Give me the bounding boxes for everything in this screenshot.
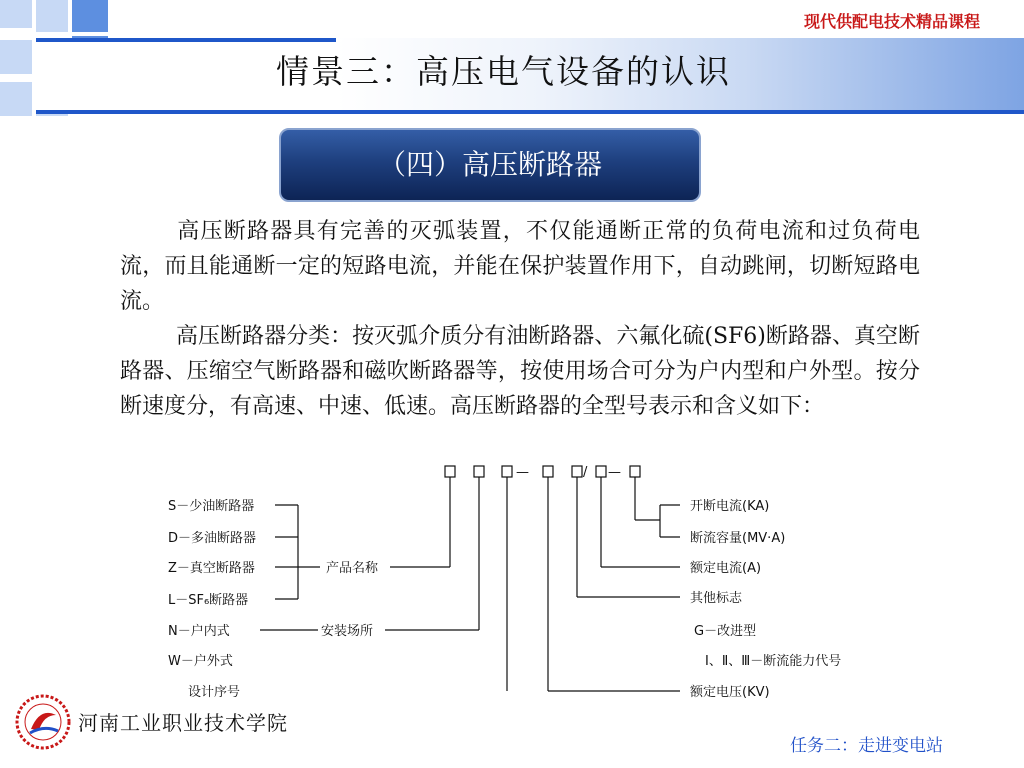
diagram-right-label: 其他标志 bbox=[690, 591, 743, 606]
diagram-right-label: 额定电流(A) bbox=[690, 561, 762, 576]
code-separator: / bbox=[583, 465, 588, 480]
code-box bbox=[502, 466, 512, 477]
diagram-group-label: 安装场所 bbox=[321, 624, 374, 639]
decor-square bbox=[0, 82, 32, 116]
decor-square bbox=[0, 0, 32, 28]
decor-square bbox=[36, 0, 68, 32]
code-box bbox=[630, 466, 640, 477]
diagram-right-label: 开断电流(KA) bbox=[690, 499, 770, 514]
school-name: 河南工业职业技术学院 bbox=[78, 711, 288, 735]
code-box bbox=[474, 466, 484, 477]
diagram-right-label: G－改进型 bbox=[694, 624, 757, 639]
course-name: 现代供配电技术精品课程 bbox=[803, 12, 980, 31]
diagram-left-label: N－户内式 bbox=[168, 624, 230, 639]
section-heading: （四）高压断路器 bbox=[279, 128, 701, 202]
diagram-left-label: L－SF₆断路器 bbox=[168, 593, 249, 608]
diagram-left-label: W－户外式 bbox=[168, 654, 233, 669]
paragraph-classification bbox=[120, 319, 920, 424]
code-box bbox=[445, 466, 455, 477]
code-box bbox=[596, 466, 606, 477]
diagram-left-label: D－多油断路器 bbox=[168, 531, 257, 546]
diagram-right-label: Ⅰ、Ⅱ、Ⅲ－断流能力代号 bbox=[705, 654, 842, 669]
diagram-right-label: 断流容量(MV·A) bbox=[690, 531, 786, 546]
model-number-diagram bbox=[150, 460, 920, 710]
code-box bbox=[543, 466, 553, 477]
paragraph-text: 高压断路器分类：按灭弧介质分有油断路器、六氟化硫(SF6)断路器、真空断路器、压缩空气断路器和磁吹断路器等，按使用场合可分为户内型和户外型。按分断速度分，有高速、中速、低速。高压断路器的全型号表示和含义如下： bbox=[120, 324, 920, 419]
code-separator: — bbox=[516, 465, 529, 480]
code-box bbox=[572, 466, 582, 477]
decor-square bbox=[0, 40, 32, 74]
task-name: 任务二：走进变电站 bbox=[790, 736, 943, 756]
school-logo bbox=[14, 693, 72, 751]
diagram-right-label: 额定电压(KV) bbox=[690, 685, 770, 700]
code-separator: — bbox=[608, 465, 621, 480]
paragraph-text: 高压断路器具有完善的灭弧装置，不仅能通断正常的负荷电流和过负荷电流，而且能通断一定的短路电流，并能在保护装置作用下，自动跳闸，切断短路电流。 bbox=[120, 219, 920, 314]
diagram-group-label: 产品名称 bbox=[326, 561, 379, 576]
diagram-left-label: Z－真空断路器 bbox=[168, 561, 255, 576]
diagram-left-label: 设计序号 bbox=[188, 685, 241, 700]
paragraph-definition bbox=[120, 214, 920, 319]
diagram-left-label: S－少油断路器 bbox=[168, 499, 255, 514]
page-title: 情景三：高压电气设备的认识 bbox=[276, 52, 731, 91]
decor-square bbox=[72, 0, 108, 32]
